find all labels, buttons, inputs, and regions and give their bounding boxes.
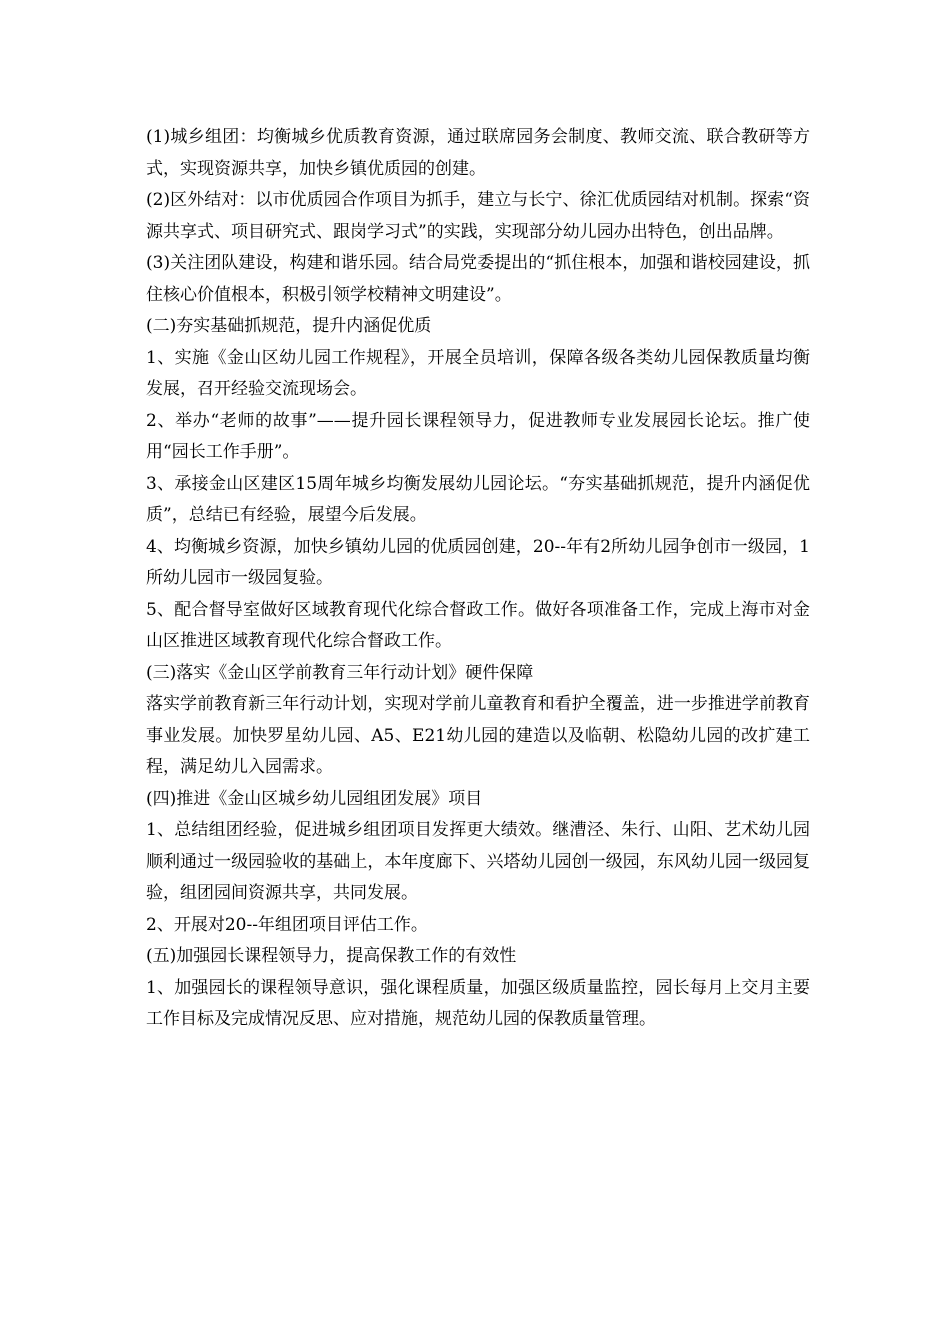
- section-heading-3: (三)落实《金山区学前教育三年行动计划》硬件保障: [146, 662, 534, 683]
- paragraph-item-2-2: 2、举办“老师的故事”——提升园长课程领导力，促进教师专业发展园长论坛。推广使用“园长工作手册”。: [146, 410, 810, 462]
- paragraph-item-4-2: 2、开展对20--年组团项目评估工作。: [146, 914, 428, 935]
- paragraph-item-2-5: 5、配合督导室做好区域教育现代化综合督政工作。做好各项准备工作，完成上海市对金山区推进区域教育现代化综合督政工作。: [146, 599, 810, 651]
- section-heading-2: (二)夯实基础抓规范，提升内涵促优质: [146, 316, 432, 336]
- paragraph-team-building: (3)关注团队建设，构建和谐乐园。结合局党委提出的“抓住根本，加强和谐校园建设，抓住核心价值根本，积极引领学校精神文明建设”。: [146, 253, 810, 305]
- document-body: [146, 122, 810, 1036]
- paragraph-urban-rural-grouping: (1)城乡组团：均衡城乡优质教育资源，通过联席园务会制度、教师交流、联合教研等方式，实现资源共享，加快乡镇优质园的创建。: [146, 127, 810, 179]
- paragraph-item-2-3: 3、承接金山区建区15周年城乡均衡发展幼儿园论坛。“夯实基础抓规范，提升内涵促优质”，总结已有经验，展望今后发展。: [146, 473, 810, 525]
- paragraph-item-3-1: 落实学前教育新三年行动计划，实现对学前儿童教育和看护全覆盖，进一步推进学前教育事业发展。加快罗星幼儿园、A5、E21幼儿园的建造以及临朝、松隐幼儿园的改扩建工程，满足幼儿入园需求。: [146, 694, 810, 777]
- paragraph-item-5-1: 1、加强园长的课程领导意识，强化课程质量，加强区级质量监控，园长每月上交月主要工作目标及完成情况反思、应对措施，规范幼儿园的保教质量管理。: [146, 977, 810, 1029]
- paragraph-item-4-1: 1、总结组团经验，促进城乡组团项目发挥更大绩效。继漕泾、朱行、山阳、艺术幼儿园顺利通过一级园验收的基础上，本年度廊下、兴塔幼儿园创一级园，东风幼儿园一级园复验，组团园间资源共享，共同发展。: [146, 820, 810, 903]
- section-heading-5: (五)加强园长课程领导力，提高保教工作的有效性: [146, 946, 517, 966]
- section-heading-4: (四)推进《金山区城乡幼儿园组团发展》项目: [146, 788, 483, 809]
- paragraph-item-2-1: 1、实施《金山区幼儿园工作规程》，开展全员培训，保障各级各类幼儿园保教质量均衡发展，召开经验交流现场会。: [146, 347, 810, 399]
- paragraph-item-2-4: 4、均衡城乡资源，加快乡镇幼儿园的优质园创建，20--年有2所幼儿园争创市一级园，1所幼儿园市一级园复验。: [146, 536, 810, 588]
- paragraph-external-pairing: (2)区外结对：以市优质园合作项目为抓手，建立与长宁、徐汇优质园结对机制。探索“资源共享式、项目研究式、跟岗学习式”的实践，实现部分幼儿园办出特色，创出品牌。: [146, 190, 810, 242]
